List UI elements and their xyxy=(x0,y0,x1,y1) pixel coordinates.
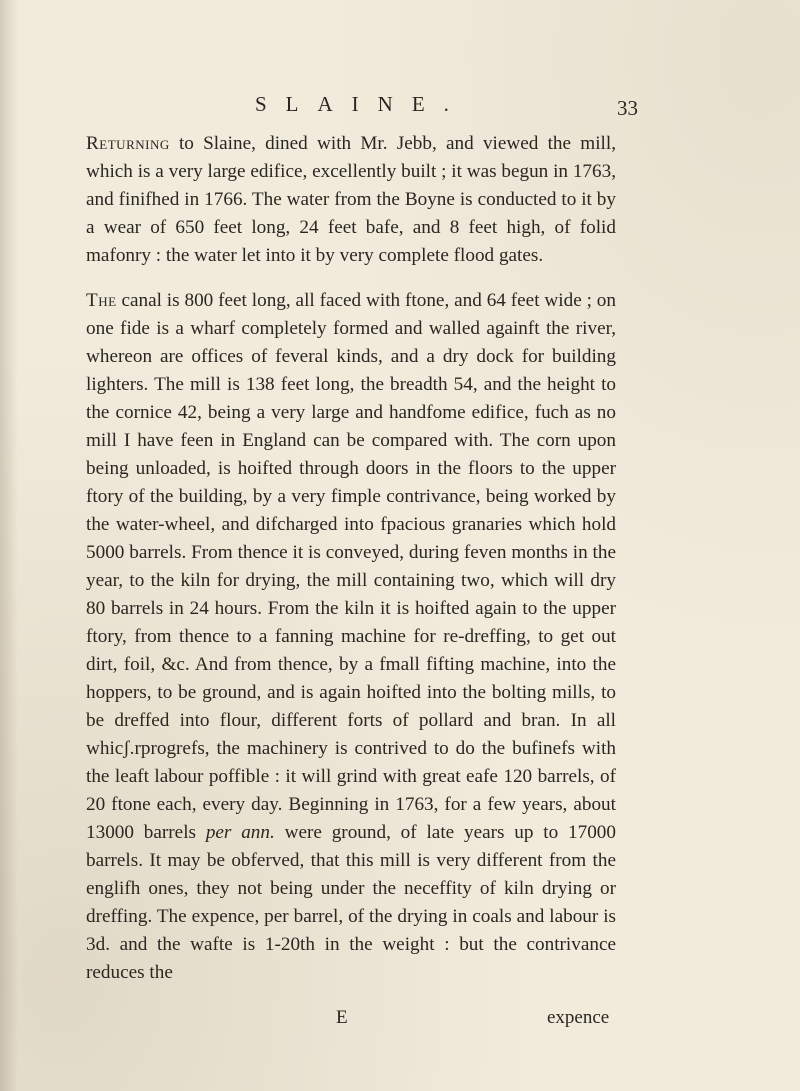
signature-mark: E xyxy=(336,1007,348,1028)
paragraph-2 xyxy=(86,287,616,987)
paragraph-2-body-b: were ground, of late years up to 17000 barrels. It may be obferved, that this mill is very different from the englifh ones, they not being under the neceffity of kiln drying or dreffing. The expence, per barrel, of the drying in coals and labour is 3d. and the wafte is 1-20th in the weight : but the contrivance reduces the xyxy=(86,822,616,983)
gutter-shadow xyxy=(0,0,18,1091)
paragraph-2-italic: per ann. xyxy=(205,822,275,843)
paragraph-2-lead: The xyxy=(86,290,117,311)
paragraph-1-lead: Returning xyxy=(86,133,170,154)
paragraph-2-body-a: canal is 800 feet long, all faced with ftone, and 64 feet wide ; on one fide is a wharf completely formed and walled againft the river, whereon are offices of feveral kinds, and a dry dock for building lighters. The mill is 138 feet long, the breadth 54, and the height to the cornice 42, being a very large and handfome edifice, fuch as no mill I have feen in England can be compared with. The corn upon being unloaded, is hoifted through doors in the floors to the upper ftory of the building, by a very fimple contrivance, being worked by the water-wheel, and difcharged into fpacious granaries which hold 5000 barrels. From thence it is conveyed, during feven months in the year, to the kiln for drying, the mill containing two, which will dry 80 barrels in 24 hours. From the kiln it is hoifted again to the upper ftory, from thence to a fanning machine for re-dreffing, to get out dirt, foil, &c. And from thence, by a fmall fifting machine, into the hoppers, to be ground, and is again hoifted into the bolting mills, to be dreffed into flour, different forts of pollard and bran. In all whicʃ.rprogrefs, the machinery is contrived to do the bufinefs with the leaft labour poffible : it will grind with great eafe 120 barrels, of 20 ftone each, every day. Beginning in 1763, for a few years, about 13000 barrels xyxy=(86,290,616,843)
catchword: expence xyxy=(547,1007,610,1028)
running-head: SLAINE. xyxy=(255,92,468,116)
page-number: 33 xyxy=(617,96,638,120)
body-text xyxy=(86,130,616,987)
paragraph-1-body: to Slaine, dined with Mr. Jebb, and viewed the mill, which is a very large edifice, excellently built ; it was begun in 1763, and finifhed in 1766. The water from the Boyne is conducted to it by a wear of 650 feet long, 24 feet bafe, and 8 feet high, of folid mafonry : the water let into it by very complete flood gates. xyxy=(86,133,616,266)
paragraph-1 xyxy=(86,130,616,270)
